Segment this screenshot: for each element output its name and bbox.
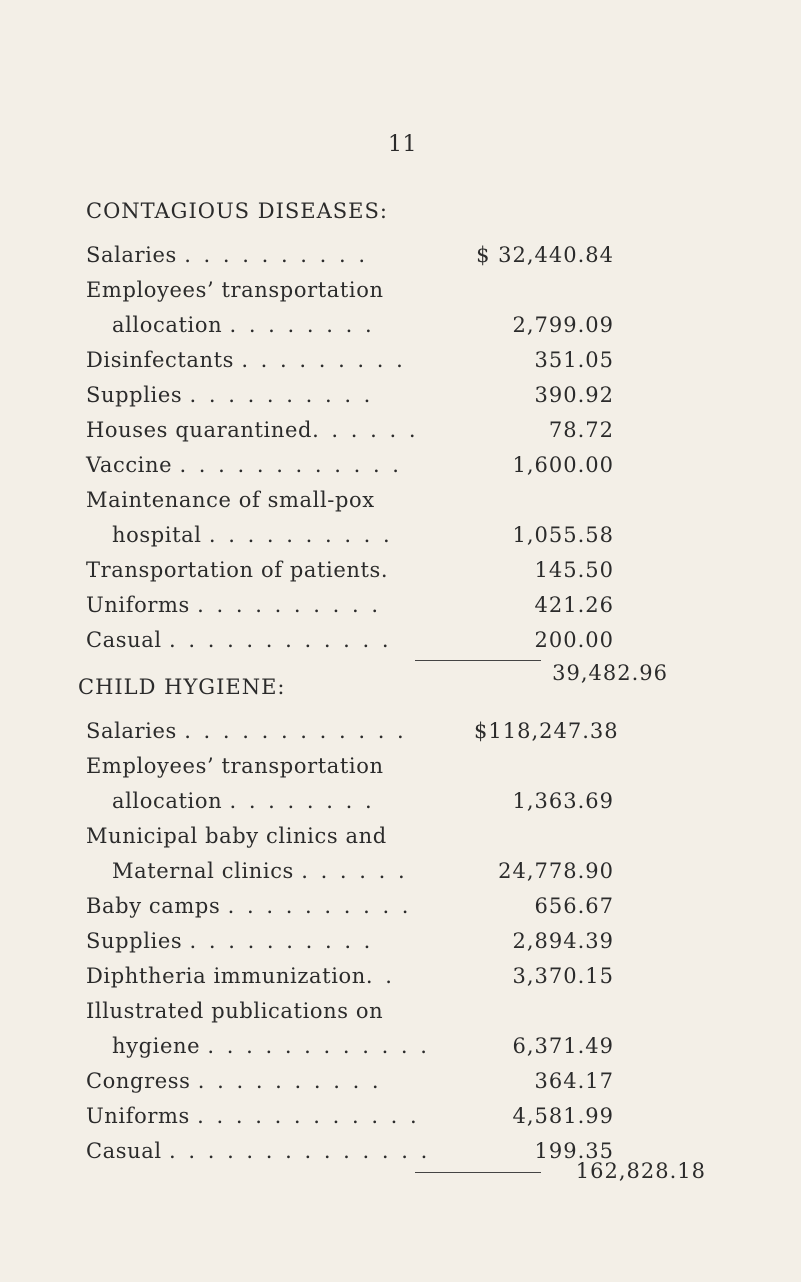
ledger-row-diphtheria-immunization [86,964,801,996]
ledger-row-label: Maternal clinics . . . . . . [112,859,408,883]
ledger-row-label: hygiene . . . . . . . . . . . . [112,1034,430,1058]
ledger-row-casual [86,628,801,660]
ledger-row-uniforms [86,593,801,625]
ledger-row-label: Diphtheria immunization. . [86,964,395,988]
ledger-row-uniforms [86,1104,801,1136]
section-heading-child-hygiene: CHILD HYGIENE: [78,675,286,699]
ledger-row-label: Transportation of patients. [86,558,389,582]
ledger-row-label: Vaccine . . . . . . . . . . . . [86,453,402,477]
section-total-amount: 162,828.18 [575,1159,706,1183]
ledger-row-label: Uniforms . . . . . . . . . . [86,593,382,617]
ledger-row-employees-transportation [86,278,801,310]
ledger-row-transportation-of-patients [86,558,801,590]
ledger-row-houses-quarantined [86,418,801,450]
ledger-row-amount: 2,894.39 [512,929,614,953]
ledger-row-allocation [86,313,801,345]
ledger-row-amount: 199.35 [534,1139,614,1163]
ledger-row-salaries [86,719,801,751]
ledger-row-label: Casual . . . . . . . . . . . . . . [86,1139,431,1163]
ledger-row-label: Salaries . . . . . . . . . . . . [86,719,407,743]
ledger-row-label: Supplies . . . . . . . . . . [86,383,374,407]
section-heading-contagious-diseases: CONTAGIOUS DISEASES: [86,199,388,223]
ledger-row-amount: 145.50 [534,558,614,582]
ledger-row-allocation [86,789,801,821]
ledger-row-amount: 6,371.49 [512,1034,614,1058]
ledger-row-hygiene [86,1034,801,1066]
ledger-row-hospital [86,523,801,555]
ledger-row-vaccine [86,453,801,485]
ledger-row-amount: 4,581.99 [512,1104,614,1128]
ledger-row-label: Employees’ transportation [86,754,384,778]
ledger-row-label: Maintenance of small-pox [86,488,375,512]
ledger-row-congress [86,1069,801,1101]
ledger-row-disinfectants [86,348,801,380]
ledger-row-amount: $ 32,440.84 [476,243,614,267]
ledger-row-label: Baby camps . . . . . . . . . . [86,894,412,918]
ledger-row-label: allocation . . . . . . . . [112,789,375,813]
ledger-row-label: hospital . . . . . . . . . . [112,523,393,547]
ledger-row-salaries [86,243,801,275]
ledger-row-amount: 78.72 [548,418,614,442]
ledger-row-label: Houses quarantined. . . . . . [86,418,419,442]
ledger-row-amount: 1,600.00 [512,453,614,477]
ledger-row-label: Uniforms . . . . . . . . . . . . [86,1104,420,1128]
ledger-row-amount: 24,778.90 [498,859,614,883]
ledger-row-label: Congress . . . . . . . . . . [86,1069,382,1093]
ledger-row-amount: 364.17 [534,1069,614,1093]
ledger-row-amount: 421.26 [534,593,614,617]
ledger-row-amount: 351.05 [534,348,614,372]
ledger-row-amount: 1,363.69 [512,789,614,813]
ledger-row-label: Municipal baby clinics and [86,824,387,848]
ledger-row-amount: 200.00 [534,628,614,652]
ledger-row-maintenance [86,488,801,520]
ledger-row-label: Illustrated publications on [86,999,384,1023]
ledger-row-amount: $118,247.38 [474,719,619,743]
ledger-row-label: allocation . . . . . . . . [112,313,375,337]
ledger-row-baby-camps [86,894,801,926]
section-total-amount: 39,482.96 [552,661,668,685]
ledger-row-label: Salaries . . . . . . . . . . [86,243,369,267]
ledger-row-employees-transportation [86,754,801,786]
ledger-row-label: Disinfectants . . . . . . . . . [86,348,406,372]
ledger-row-amount: 2,799.09 [512,313,614,337]
page-number: 11 [388,132,417,157]
ledger-row-illustrated-publications [86,999,801,1031]
ledger-row-label: Supplies . . . . . . . . . . [86,929,374,953]
ledger-row-supplies [86,929,801,961]
ledger-row-label: Employees’ transportation [86,278,384,302]
ledger-row-municipal-baby-clinics [86,824,801,856]
ledger-row-amount: 1,055.58 [512,523,614,547]
ledger-row-amount: 390.92 [534,383,614,407]
ledger-row-amount: 656.67 [534,894,614,918]
ledger-row-amount: 3,370.15 [512,964,614,988]
ledger-row-supplies [86,383,801,415]
section-total-row [0,1159,720,1191]
ledger-row-maternal-clinics [86,859,801,891]
ledger-row-label: Casual . . . . . . . . . . . . [86,628,392,652]
